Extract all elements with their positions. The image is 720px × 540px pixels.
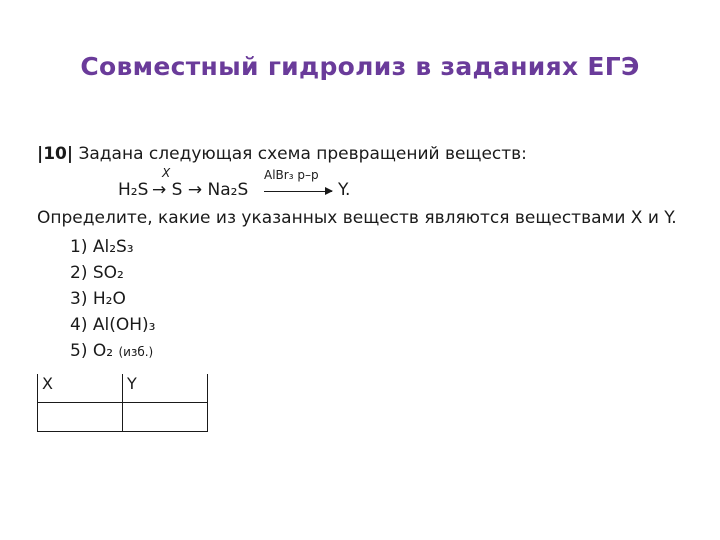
reaction-scheme <box>118 166 418 206</box>
answer-header-y: Y <box>123 374 208 403</box>
answer-header-row <box>38 374 208 403</box>
option-text: 1) Al₂S₃ <box>70 237 134 257</box>
answer-header-x: X <box>38 374 123 403</box>
option-3 <box>70 289 126 309</box>
answer-value-row <box>38 403 208 432</box>
slide-title: Совместный гидролиз в заданиях ЕГЭ <box>80 52 640 81</box>
scheme-middle: → S → Na₂S <box>152 180 249 200</box>
option-1 <box>70 237 134 257</box>
option-text: 5) O₂ <box>70 341 114 361</box>
option-text: 2) SO₂ <box>70 263 124 283</box>
option-2 <box>70 263 124 283</box>
option-text: 4) Al(OH)₃ <box>70 315 156 335</box>
scheme-arrow2-label: AlBr₃ р–р <box>264 168 319 182</box>
option-5 <box>70 341 153 361</box>
task-intro: Задана следующая схема превращений веществ: <box>78 144 527 164</box>
option-note: (изб.) <box>118 345 154 359</box>
task-number: |10| <box>37 144 74 164</box>
task-question: Определите, какие из указанных веществ являются веществами X и Y. <box>37 208 677 228</box>
answer-table <box>37 374 208 432</box>
scheme-arrow1-label: X <box>162 166 171 180</box>
task-header <box>37 144 527 164</box>
option-text: 3) H₂O <box>70 289 126 309</box>
answer-cell-y[interactable] <box>123 403 208 432</box>
long-arrow <box>264 191 332 192</box>
option-4 <box>70 315 155 335</box>
scheme-start: H₂S <box>118 180 149 200</box>
scheme-end: Y. <box>338 180 351 200</box>
answer-cell-x[interactable] <box>38 403 123 432</box>
